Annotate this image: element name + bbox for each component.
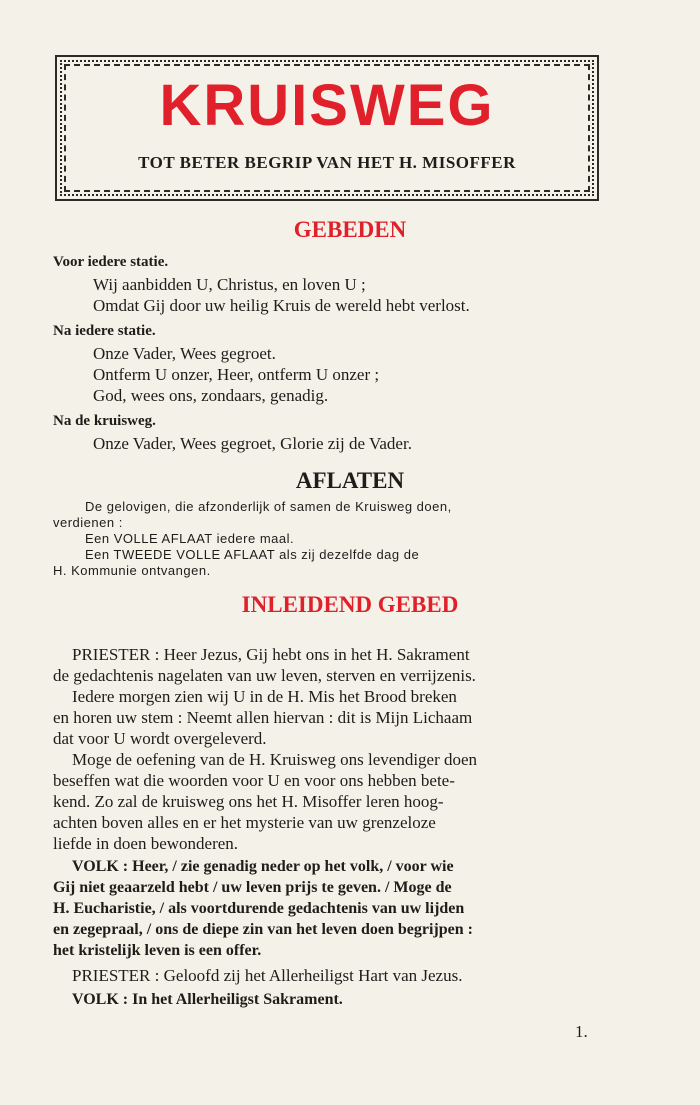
- priester-line: Iedere morgen zien wij U in de H. Mis het Brood breken: [72, 687, 457, 706]
- section-label-voor-iedere-statie: Voor iedere statie.: [53, 254, 169, 270]
- priester-line: kend. Zo zal de kruisweg ons het H. Misoffer leren hoog-: [53, 792, 444, 811]
- priester-line: liefde in doen bewonderen.: [53, 834, 239, 853]
- aflaten-line: Een TWEEDE VOLLE AFLAAT als zij dezelfde dag de: [85, 547, 420, 562]
- volk-line: en zegepraal, / ons de diepe zin van het leven doen begrijpen :: [53, 921, 473, 938]
- aflaten-line: verdienen :: [53, 515, 123, 530]
- section-label-na-de-kruisweg: Na de kruisweg.: [53, 413, 156, 429]
- volk-line: VOLK : Heer, / zie genadig neder op het volk, / voor wie: [72, 858, 454, 875]
- title-frame: [55, 55, 599, 201]
- prayer-line: Onze Vader, Wees gegroet.: [93, 344, 276, 363]
- heading-inleidend-gebed: INLEIDEND GEBED: [241, 592, 459, 617]
- prayer-line: Ontferm U onzer, Heer, ontferm U onzer ;: [93, 365, 380, 384]
- heading-gebeden: GEBEDEN: [293, 217, 407, 242]
- aflaten-line: De gelovigen, die afzonderlijk of samen de Kruisweg doen,: [85, 499, 452, 514]
- volk-line: Gij niet geaarzeld hebt / uw leven prijs te geven. / Moge de: [53, 879, 452, 896]
- page-subtitle: TOT BETER BEGRIP VAN HET H. MISOFFER: [138, 153, 516, 172]
- aflaten-line: Een VOLLE AFLAAT iedere maal.: [85, 531, 295, 546]
- priester-line: de gedachtenis nagelaten van uw leven, sterven en verrijzenis.: [53, 666, 476, 685]
- volk-line: H. Eucharistie, / als voortdurende gedachtenis van uw lijden: [53, 900, 465, 917]
- priester-line: dat voor U wordt overgeleverd.: [53, 729, 267, 748]
- priester-response-line: PRIESTER : Geloofd zij het Allerheiligst Hart van Jezus.: [72, 966, 463, 985]
- volk-line: het kristelijk leven is een offer.: [53, 942, 262, 959]
- aflaten-line: H. Kommunie ontvangen.: [53, 563, 211, 578]
- page-title: KRUISWEG: [159, 73, 495, 138]
- heading-aflaten: AFLATEN: [295, 468, 405, 493]
- priester-line: en horen uw stem : Neemt allen hiervan : dit is Mijn Lichaam: [53, 708, 473, 727]
- prayer-line: God, wees ons, zondaars, genadig.: [93, 386, 329, 405]
- page-number: 1.: [575, 1022, 588, 1041]
- prayer-line: Onze Vader, Wees gegroet, Glorie zij de Vader.: [93, 434, 412, 453]
- volk-response-line: VOLK : In het Allerheiligst Sakrament.: [72, 991, 343, 1008]
- priester-line: PRIESTER : Heer Jezus, Gij hebt ons in het H. Sakrament: [72, 645, 470, 664]
- prayer-line: Wij aanbidden U, Christus, en loven U ;: [93, 275, 366, 294]
- priester-line: achten boven alles en er het mysterie van uw grenzeloze: [53, 813, 436, 832]
- priester-line: Moge de oefening van de H. Kruisweg ons levendiger doen: [72, 750, 478, 769]
- prayer-line: Omdat Gij door uw heilig Kruis de wereld hebt verlost.: [93, 296, 470, 315]
- section-label-na-iedere-statie: Na iedere statie.: [53, 323, 156, 339]
- priester-line: beseffen wat die woorden voor U en voor ons hebben bete-: [53, 771, 455, 790]
